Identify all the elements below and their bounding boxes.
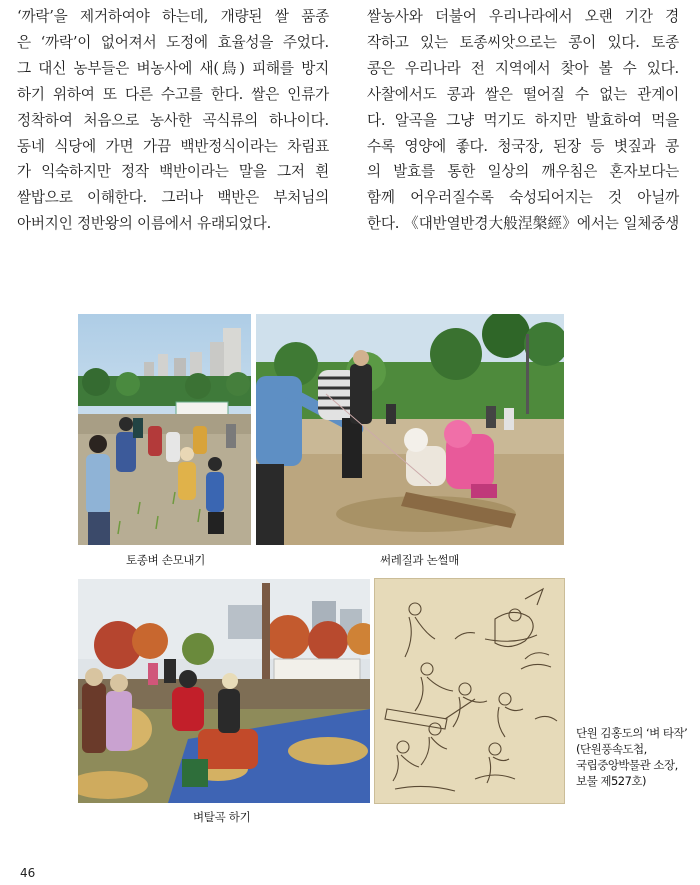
text-line: 쌀밥으로 이해한다. 그러나 백반은 부처님의 xyxy=(17,189,329,207)
painting-caption-line: (단원풍속도첩, xyxy=(576,742,647,756)
text-line: 다. 알곡을 그냥 먹기도 하지만 발효하여 먹을 xyxy=(367,111,679,129)
text-line: 가 익숙하지만 정작 백반이라는 말을 그저 흰 xyxy=(17,163,329,181)
threshing-painting xyxy=(375,579,564,803)
body-text-left-column xyxy=(17,4,329,237)
photo3-caption: 벼탈곡 하기 xyxy=(193,810,251,824)
text-line: 아버지인 정반왕의 이름에서 유래되었다. xyxy=(17,215,272,233)
body-text-right-column xyxy=(367,4,679,237)
text-line: 한다. 《대반열반경大般涅槃經》에서는 일체중생 xyxy=(367,215,679,233)
painting-caption-line: 보물 제527호) xyxy=(576,774,647,788)
text-line: 함께 어우러질수록 숙성되어지는 것 아닐까 xyxy=(367,189,679,207)
painting-caption-line: 단원 김홍도의 ‘벼 타작’ xyxy=(576,726,688,740)
text-line: 사찰에서도 콩과 쌀은 떨어질 수 없는 관계이 xyxy=(367,85,679,103)
photo1-caption: 토종벼 손모내기 xyxy=(126,553,206,567)
threshing-photo xyxy=(78,579,370,803)
harrowing-photo xyxy=(256,314,564,545)
text-line: 그 대신 농부들은 벼농사에 새(鳥) 피해를 방지 xyxy=(17,59,329,77)
text-line: ‘까락’을 제거하여야 하는데, 개량된 쌀 품종 xyxy=(17,8,329,25)
text-line: 정착하여 처음으로 농사한 곡식류의 하나이다. xyxy=(17,111,329,129)
painting-caption-line: 국립중앙박물관 소장, xyxy=(576,758,678,772)
rice-planting-photo xyxy=(78,314,251,545)
text-line: 콩은 우리나라 전 지역에서 찾아 볼 수 있다. xyxy=(367,59,679,77)
text-line: 하기 위하여 또 다른 수고를 한다. 쌀은 인류가 xyxy=(17,85,329,103)
page-number: 46 xyxy=(20,866,36,880)
text-line: 수록 영양에 좋다. 청국장, 된장 등 볏짚과 콩 xyxy=(367,137,679,155)
text-line: 작하고 있는 토종씨앗으로는 콩이 있다. 토종 xyxy=(367,33,679,51)
photo2-caption: 써레질과 논썰매 xyxy=(380,553,460,567)
text-line: 은 ‘까락’이 없어져서 도정에 효율성을 주었다. xyxy=(17,33,329,51)
painting-caption xyxy=(576,725,687,789)
text-line: 쌀농사와 더불어 우리나라에서 오랜 기간 경 xyxy=(367,8,679,25)
text-line: 의 발효를 통한 일상의 깨우침은 혼자보다는 xyxy=(367,163,679,181)
text-line: 동네 식당에 가면 가끔 백반정식이라는 차림표 xyxy=(17,137,329,155)
